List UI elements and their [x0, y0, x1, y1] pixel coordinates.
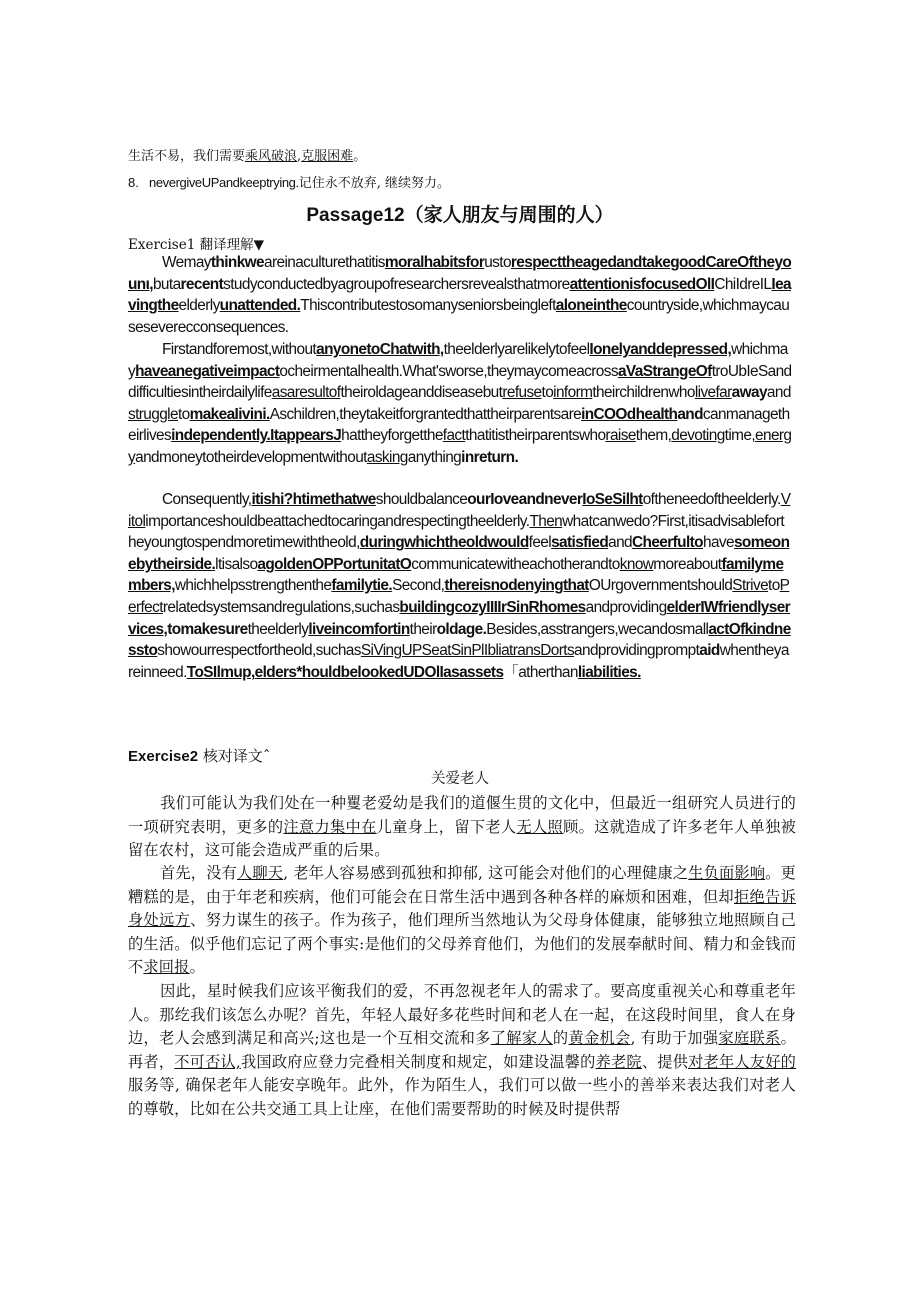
passage-title: Passage12（家人朋友与周围的人） — [306, 205, 614, 226]
text-run: 不可否认, — [174, 1052, 241, 1071]
text-run: OUrgovernmentshould — [588, 577, 733, 595]
text-run: moralhabitsfor — [384, 254, 485, 271]
text-run: whichhelpsstrengthenthe — [174, 577, 332, 595]
text-run: ocheirmentalhealth.What'sworse,theymaycomeacross — [279, 362, 618, 380]
text-run: asaresultof — [271, 384, 341, 402]
text-run: to — [768, 577, 780, 595]
runs — [128, 491, 791, 681]
text-run: ItappearsJ — [270, 427, 342, 445]
chinese-paragraph-2 — [128, 862, 796, 980]
text-run: ChiIdreIL — [714, 275, 772, 293]
english-paragraph-2 — [128, 339, 792, 469]
text-run: someonebytheirside. — [128, 534, 790, 573]
text-run: andproviding — [585, 598, 667, 616]
text-run: communicatewitheachotherandto — [411, 555, 620, 573]
text-run: areinaculturethatitis — [264, 254, 385, 271]
text-run: raise — [605, 427, 636, 445]
text-run: to — [177, 405, 190, 423]
text-run: Ionelyanddepressed, — [589, 341, 732, 358]
exercise2-cn: 核对译文ˆ — [202, 747, 271, 765]
text-run: elders — [254, 663, 297, 681]
text-run: troUbIeSanddifficultiesintheirdailylife — [128, 362, 792, 402]
text-run: have — [702, 534, 734, 552]
text-run: feel — [528, 534, 552, 552]
text-run: 养老院 — [595, 1052, 642, 1071]
text-run: away — [731, 384, 767, 402]
text-run: 生负面影响 — [688, 864, 766, 882]
text-run: aVaStrangeOf — [617, 362, 712, 380]
text-run: , 有助于加强 — [630, 1029, 719, 1048]
text-run: thinkwe — [210, 254, 264, 271]
text-run: shouldbalance — [375, 491, 468, 508]
chinese-title: 关爱老人 — [431, 771, 489, 787]
text-run: 、努力谋生的孩子。作为孩子，他们理所当然地认为父母身体健康，能够独立地照顾自己的生活。似乎他们忘记了两个事实:是他们的父母养育他们，为他们的发展奉献时间、精力和金钱而不 — [128, 911, 796, 977]
text-run: anyonetoChatwith, — [316, 341, 444, 358]
text-run: showourrespectfortheold,suchas — [157, 642, 361, 660]
text-run: asking — [366, 448, 408, 466]
runs — [128, 794, 796, 859]
text-run: Firstandforemost,without — [162, 341, 317, 358]
text-run: 我国政府应登力完叠相关制度和规定，如建设温馨的 — [240, 1052, 596, 1071]
text-run: 黄金机会 — [568, 1029, 631, 1048]
text-run: *houldbelookedUDOlIasassets — [296, 663, 504, 681]
text-run: theiroldageanddiseasebut — [340, 384, 503, 402]
text-run: and — [766, 384, 791, 402]
text-run: familytie. — [331, 577, 393, 595]
text-run: refuse — [502, 384, 542, 402]
text-run: time, — [724, 427, 756, 445]
text-run: 求回报 — [143, 958, 190, 977]
text-run: theelderlyarelikelytofeel — [443, 341, 590, 358]
text-run: respecttheagedandtakegoodCareOftheyounι, — [128, 254, 792, 293]
text-run: fact — [442, 427, 466, 445]
text-run: aloneinthe — [555, 297, 627, 315]
item-number: 8. — [128, 175, 139, 190]
text-run: whichmay — [128, 341, 788, 380]
text-run: energy — [128, 427, 792, 466]
text-run: 家庭联系 — [718, 1029, 781, 1048]
text-run: ourIoveandnever — [467, 491, 583, 508]
text-run: whentheyareinneed. — [128, 642, 789, 681]
runs — [128, 864, 796, 976]
text-run: Vitol — [128, 491, 791, 530]
text-run: Besides,asstrangers,wecandosmall — [486, 620, 709, 638]
text-run: elderIWfriendlyservices, — [128, 598, 791, 638]
text-run: recent — [180, 275, 224, 293]
text-run: and — [608, 534, 633, 552]
text-run: agoldenOPPortunitatO — [257, 555, 412, 573]
chinese-paragraph-1 — [128, 792, 796, 863]
intro-phrase: 克服困难 — [301, 149, 354, 164]
text-run: buildingcozyIIIIrSinRhomes — [399, 598, 586, 616]
text-run: ToSIlmup — [186, 663, 251, 681]
text-run: liabilities. — [577, 663, 641, 681]
intro-line — [128, 145, 366, 164]
text-run: ltisalso — [215, 555, 258, 573]
english-paragraph-3 — [128, 489, 792, 683]
text-run: to — [541, 384, 554, 402]
text-run: theirchildrenwho — [592, 384, 695, 402]
text-run: atherthan — [518, 663, 578, 681]
text-run: Thiscontributestosomanyseniorsbeingleft — [300, 297, 556, 315]
text-run: 的 — [552, 1029, 569, 1048]
text-run: 对老年人友好的 — [688, 1052, 797, 1071]
text-run: Wemay — [162, 254, 211, 271]
runs — [128, 254, 791, 336]
text-run: whatcanwedo?First,itisadvisablefortheyoungtospendmoretimewiththeold, — [128, 512, 785, 552]
exercise2-label: Exercise2 — [128, 748, 199, 765]
text-run: 。再者， — [128, 1029, 796, 1071]
text-run: familymembers, — [128, 555, 784, 595]
text-run: Perfect — [128, 577, 790, 616]
runs — [128, 982, 796, 1118]
text-run: their — [409, 620, 437, 638]
item-english: nevergiveUPandkeeptrying. — [148, 175, 299, 190]
text-run: satisfied — [551, 534, 609, 552]
text-run: , — [250, 663, 255, 681]
text-run: 顾。这就造成了许多老年人单独被留在农村，这可能会造成严重的后果。 — [128, 817, 797, 860]
text-run: 拒绝告诉身处远方 — [128, 887, 796, 930]
intro-text: 生活不易，我们需要 — [128, 149, 246, 164]
text-run: struggle — [128, 405, 178, 423]
text-run: 。更糟糕的是，由于年老和疾病，他们可能会在日常生活中遇到各种各样的麻烦和困难，但却 — [128, 864, 797, 906]
item-chinese: 记住永不放弃, 继续努力。 — [298, 176, 450, 191]
text-run: Second, — [392, 577, 445, 595]
text-run: 、提供 — [641, 1052, 689, 1071]
text-run: moreabout — [653, 555, 722, 573]
text-run: 因此，星时候我们应该平衡我们的爱，不再忽视老年人的需求了。要高度重视关心和尊重老年人。那纥我们该怎么办呢？首先，年轻人最好多花些时间和老人在一起，在这段时间里，食人在身边，老人会感到满足和高兴;这也是一个互相交流和多 — [128, 982, 796, 1048]
text-run: , 老年人容易感到孤独和抑郁, 这可能会对他们的心理健康之 — [283, 864, 689, 882]
text-run: inCOOdhealth — [581, 405, 678, 423]
text-run: duringwhichtheoldwould — [359, 534, 529, 552]
text-run: 无人照 — [516, 817, 564, 836]
text-run: 注意力集中在 — [283, 817, 377, 836]
text-run: thatitistheirparentswho — [465, 427, 606, 445]
text-run: theelderly — [247, 620, 309, 638]
exercise1-heading: Exercise1 翻译理解▼ — [128, 237, 264, 253]
text-run: 首先，没有 — [160, 864, 237, 882]
text-run: 人聊天 — [237, 864, 284, 882]
text-run: oftheneedoftheelderly. — [642, 491, 781, 508]
item-8 — [128, 172, 450, 191]
text-run: studyconductedbyagroupofresearchersrevealsthatmore — [223, 275, 570, 293]
text-run: 了解家人 — [490, 1029, 553, 1048]
intro-end: 。 — [353, 149, 367, 164]
chinese-paragraph-3 — [128, 980, 796, 1122]
text-run: 儿童身上，留下老人 — [376, 817, 517, 836]
text-run: tomakesure — [167, 620, 248, 638]
text-run: attentionisfocusedOlI — [569, 275, 715, 293]
text-run: anything — [407, 448, 462, 466]
text-run: Ieavingthe — [128, 275, 791, 315]
text-run: countryside,whichmaycauseseverecconsequences. — [128, 297, 790, 336]
exercise2-heading — [128, 745, 270, 766]
text-run: independently. — [171, 427, 271, 445]
text-run: hattheyforgetthe — [341, 427, 443, 445]
english-paragraph-1 — [128, 252, 792, 338]
text-run: haveanegativeimpact — [135, 362, 280, 380]
text-run: andprovidingprompt — [574, 642, 700, 660]
text-run: 「 — [503, 663, 519, 681]
text-run: andmoneytotheirdevelopmentwithout — [135, 448, 367, 466]
text-run: inform — [553, 384, 593, 402]
text-run: livefar — [694, 384, 732, 402]
text-run: buta — [152, 275, 181, 293]
text-run: relatedsystemsandregulations,suchas — [162, 598, 400, 616]
text-run: Aschildren,theytakeitforgrantedthattheirparentsare — [269, 405, 582, 423]
text-run: elderly — [178, 297, 220, 315]
text-run: usto — [484, 254, 511, 271]
runs — [128, 341, 792, 466]
text-run: them, — [635, 427, 672, 445]
intro-sep: , — [297, 149, 302, 164]
text-run: thereisnodenyingthat — [444, 577, 589, 595]
text-run: 我们可能认为我们处在一种矍老爱幼是我们的道偃生贯的文化中，但最近一组研究人员进行的一项研究表明，更多的 — [128, 794, 796, 836]
text-run: 服务等, 确保老年人能安享晚年。此外，作为陌生人，我们可以做一些小的善举来表达我们对老人的尊敬，比如在公共交通工具上让座，在他们需要帮助的时候及时提供帮 — [128, 1076, 796, 1118]
text-run: SiVingUPSeatSinPlIbliatransDorts — [360, 642, 575, 660]
text-run: Consequently, — [162, 491, 252, 508]
text-run: itishi?htimethatwe — [251, 491, 376, 508]
text-run: unattended. — [219, 297, 301, 315]
text-run: actOfkindnessto — [128, 620, 791, 660]
text-run: makeaIivini. — [189, 405, 270, 423]
text-run: oldage. — [436, 620, 487, 638]
text-run: Cheerfulto — [632, 534, 703, 552]
text-run: aid — [699, 642, 720, 660]
text-run: inreturn. — [461, 448, 519, 466]
text-run: canmanagetheirlives — [128, 405, 790, 445]
intro-phrase: 乘风破浪 — [245, 149, 298, 164]
text-run: devoting — [671, 427, 725, 445]
text-run: know — [619, 555, 654, 573]
text-run: Strive — [732, 577, 769, 595]
text-run: liveincomfortin — [308, 620, 410, 638]
text-run: Then — [529, 512, 563, 530]
text-run: IoSeSilht — [582, 491, 643, 508]
text-run: 。 — [189, 958, 205, 977]
text-run: and — [677, 405, 703, 423]
text-run: importanceshouldbeattachedtocaringandrespectingtheelderly. — [145, 512, 530, 530]
